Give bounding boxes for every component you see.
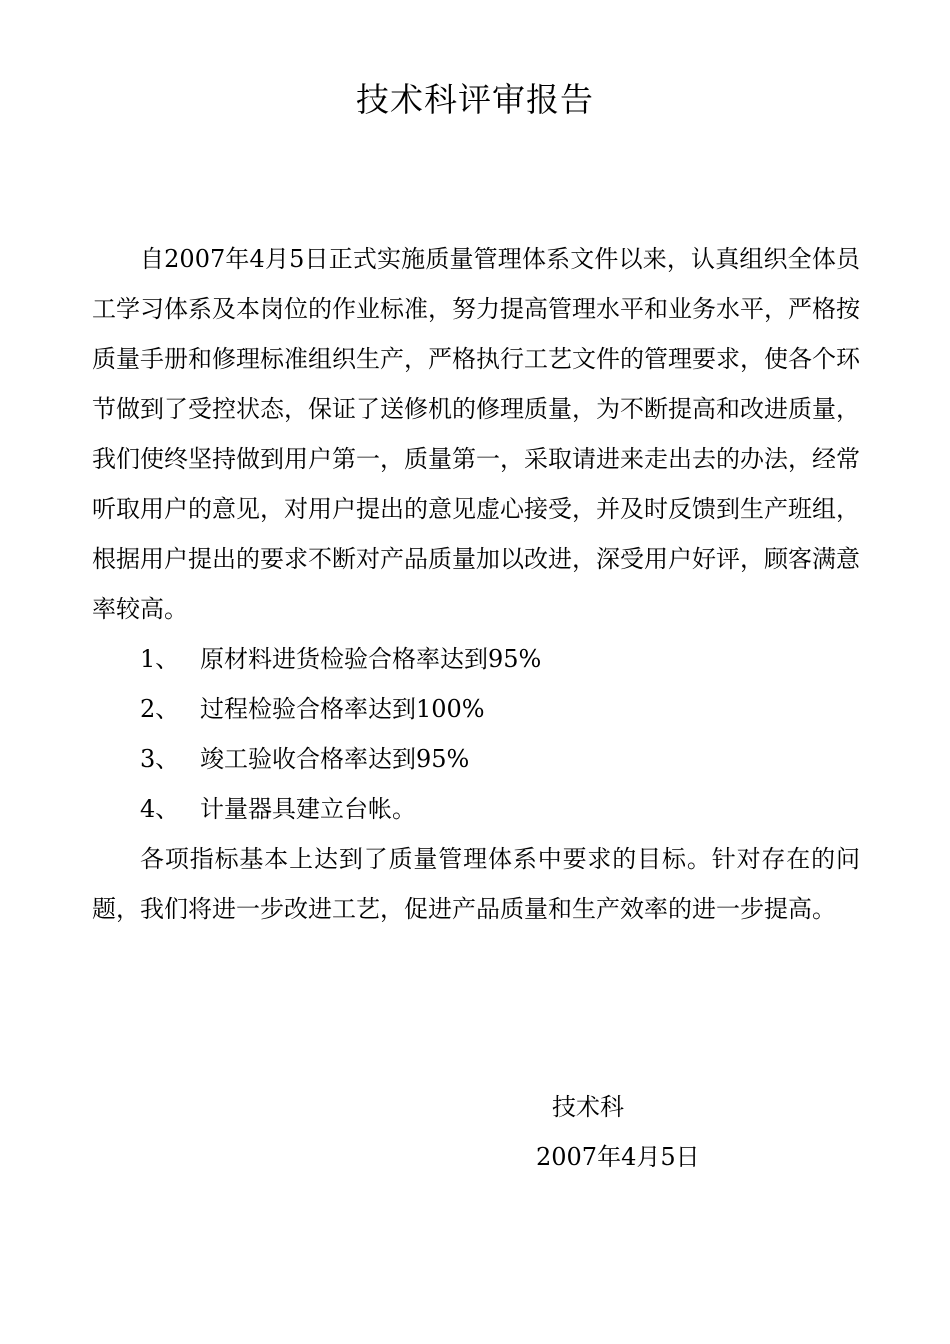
- list-item-text: 竣工验收合格率达到95%: [200, 745, 470, 773]
- list-item-number: 4、: [140, 795, 180, 823]
- page-title: 技术科评审报告: [356, 80, 594, 119]
- body-paragraph-1: 自2007年4月5日正式实施质量管理体系文件以来，认真组织全体员工学习体系及本岗位的作业标准，努力提高管理水平和业务水平，严格按质量手册和修理标准组织生产，严格执行工艺文件的管理要求，使各个环节做到了受控状态，保证了送修机的修理质量，为不断提高和改进质量，我们使终坚持做到用户第一，质量第一，采取请进来走出去的办法，经常听取用户的意见，对用户提出的意见虚心接受，并及时反馈到生产班组，根据用户提出的要求不断对产品质量加以改进，深受用户好评，顾客满意率较高。: [92, 245, 860, 623]
- signature-department: 技术科: [552, 1093, 624, 1121]
- list-item-number: 1、: [140, 645, 180, 673]
- list-item-text: 原材料进货检验合格率达到95%: [200, 645, 542, 673]
- list-item-number: 3、: [140, 745, 180, 773]
- report-body: [92, 234, 860, 934]
- indicator-list: [92, 634, 860, 834]
- list-item-text: 过程检验合格率达到100%: [200, 695, 485, 723]
- list-item-number: 2、: [140, 695, 180, 723]
- signature-date: 2007年4月5日: [536, 1143, 700, 1171]
- list-item: [92, 784, 860, 834]
- list-item: [92, 634, 860, 684]
- list-item: [92, 684, 860, 734]
- body-paragraph-2: 各项指标基本上达到了质量管理体系中要求的目标。针对存在的问题，我们将进一步改进工艺，促进产品质量和生产效率的进一步提高。: [92, 845, 860, 923]
- list-item-text: 计量器具建立台帐。: [200, 795, 416, 823]
- list-item: [92, 734, 860, 784]
- signature-block: [520, 1082, 820, 1182]
